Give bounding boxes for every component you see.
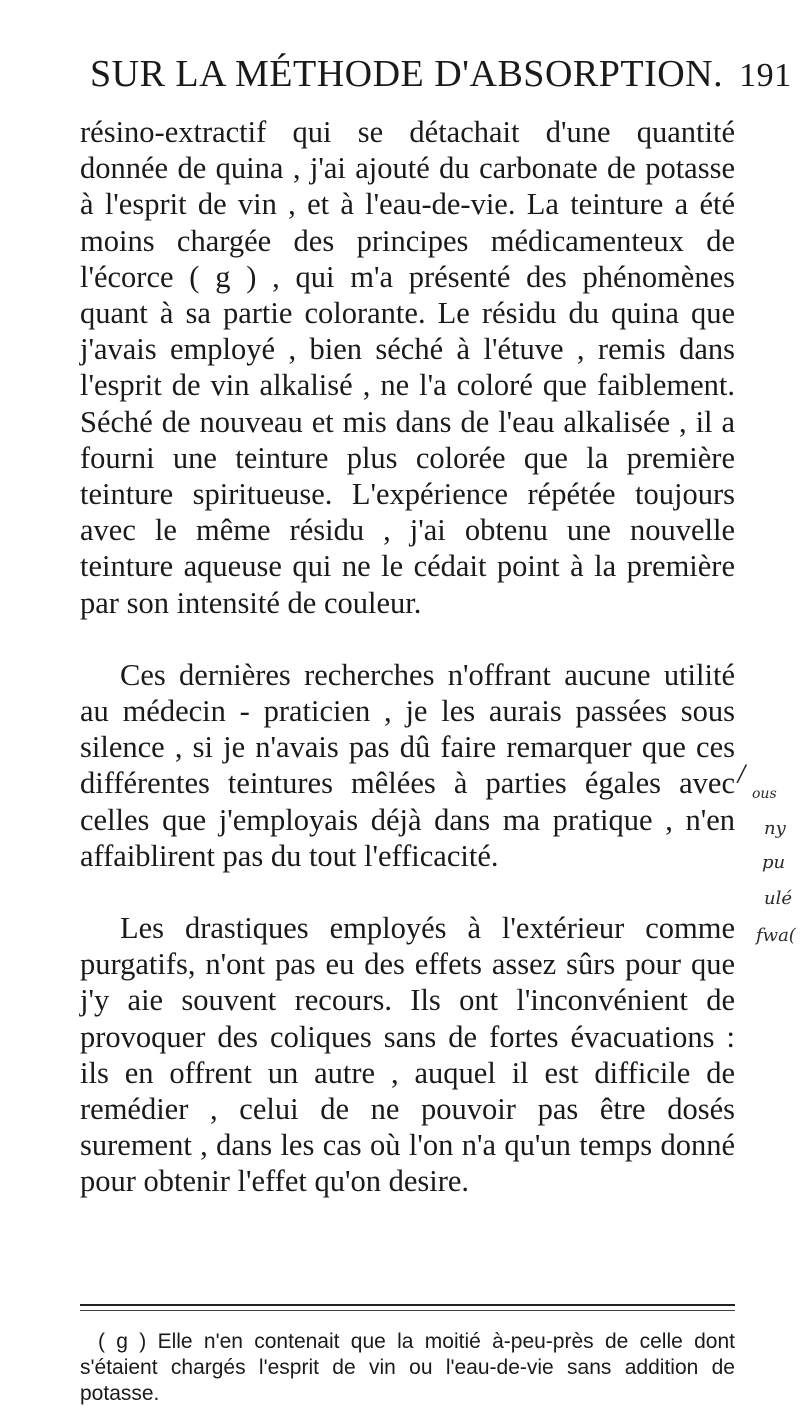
footnote-rule-secondary: [80, 1310, 735, 1311]
margin-note-4: pu: [762, 852, 786, 873]
paragraph-2: Ces dernières recherches n'offrant aucune utilité au médecin - praticien , je les aurais passées sous silence , si je n'avais pas dû faire remarquer que ces différentes teintures mêlées à parties égales avec celles que j'employais déjà dans ma pratique , n'en affaiblirent pas du tout l'efficacité.: [80, 657, 735, 873]
page-number: 191: [739, 57, 792, 94]
margin-note-5: ulé: [764, 888, 793, 909]
paragraph-3: Les drastiques employés à l'extérieur comme purgatifs, n'ont pas eu des effets assez sûrs pour que j'y aie souvent recours. Ils ont l'inconvénient de provoquer des coliques sans de fortes évacuations : ils en offrent un autre , auquel il est difficile de remédier , celui de ne pouvoir pas être dosés surement , dans les cas où l'on n'a qu'un temps donné pour obtenir l'effet qu'on desire.: [80, 911, 735, 1199]
margin-note-3: ny: [764, 818, 786, 839]
margin-note-6: fwa(: [756, 925, 796, 946]
paragraph-gap: [80, 621, 735, 657]
footnote: [80, 1329, 735, 1407]
footnote-rule: [80, 1304, 735, 1306]
body-text: [80, 114, 735, 1200]
paragraph-gap: [80, 874, 735, 910]
running-header: [90, 52, 790, 96]
header-title: SUR LA MÉTHODE D'ABSORPTION.: [90, 53, 724, 95]
margin-note-2: ous: [752, 786, 777, 802]
paragraph-1: résino-extractif qui se détachait d'une quantité donnée de quina , j'ai ajouté du carbonate de potasse à l'esprit de vin , et à l'eau-de-vie. La teinture a été moins chargée des principes médicamenteux de l'écorce ( g ) , qui m'a présenté des phénomènes quant à sa partie colorante. Le résidu du quina que j'avais employé , bien séché à l'étuve , remis dans l'esprit de vin alkalisé , ne l'a coloré que faiblement. Séché de nouveau et mis dans de l'eau alkalisée , il a fourni une teinture plus colorée que la première teinture spiritueuse. L'expérience répétée toujours avec le même résidu , j'ai obtenu une nouvelle teinture aqueuse qui ne le cédait point à la première par son intensité de couleur.: [80, 115, 735, 620]
footnote-text: ( g ) Elle n'en contenait que la moitié à-peu-près de celle dont s'étaient chargés l'esprit de vin ou l'eau-de-vie sans addition de potasse.: [80, 1330, 735, 1405]
margin-note-1: /: [738, 762, 746, 787]
